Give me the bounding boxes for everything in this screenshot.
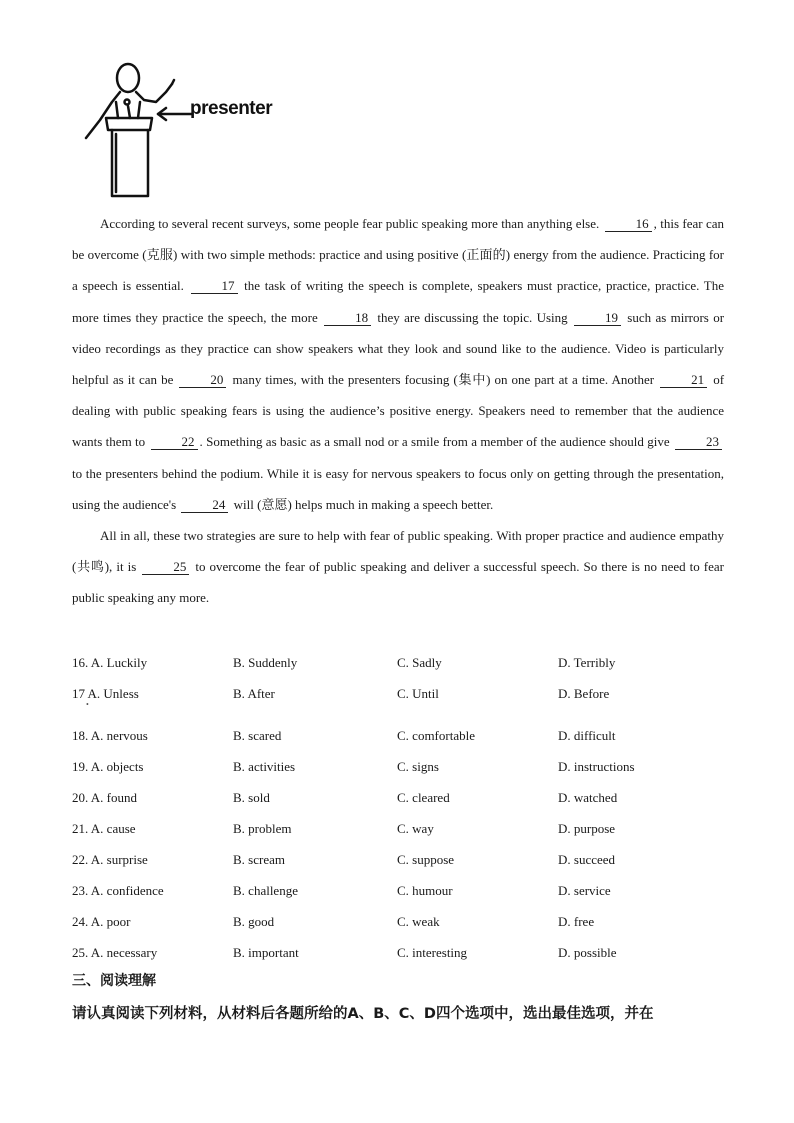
- option-25-a: 25. A. necessary: [72, 944, 158, 960]
- option-22-c: C. suppose: [397, 851, 455, 867]
- option-18-d: D. difficult: [558, 727, 616, 743]
- option-20-a: 20. A. found: [72, 789, 137, 805]
- option-16-b: B. Suddenly: [233, 654, 298, 670]
- option-row-22: [72, 844, 732, 875]
- option-18-b: B. scared: [233, 727, 282, 743]
- presenter-illustration: [78, 56, 288, 206]
- option-row-21: [72, 813, 732, 844]
- blank-22: 22: [151, 434, 198, 450]
- blank-20: 20: [179, 372, 226, 388]
- blank-23: 23: [675, 434, 722, 450]
- option-24-c: C. weak: [397, 913, 440, 929]
- option-25-d: D. possible: [558, 944, 617, 960]
- blank-17: 17: [191, 278, 238, 294]
- option-row-18: [72, 720, 732, 751]
- blank-18: 18: [324, 310, 371, 326]
- blank-24: 24: [181, 497, 228, 513]
- option-21-b: B. problem: [233, 820, 292, 836]
- option-24-a: 24. A. poor: [72, 913, 131, 929]
- blank-21: 21: [660, 372, 707, 388]
- option-23-d: D. service: [558, 882, 611, 898]
- option-17-c: C. Until: [397, 685, 439, 701]
- option-23-b: B. challenge: [233, 882, 298, 898]
- option-19-c: C. signs: [397, 758, 439, 774]
- stray-dot: •: [86, 700, 89, 709]
- blank-25: 25: [142, 559, 189, 575]
- option-16-d: D. Terribly: [558, 654, 616, 670]
- section-title: 三、阅读理解: [72, 973, 156, 989]
- option-row-25: [72, 937, 732, 968]
- option-19-a: 19. A. objects: [72, 758, 144, 774]
- option-row-24: [72, 906, 732, 937]
- option-25-b: B. important: [233, 944, 299, 960]
- option-row-23: [72, 875, 732, 906]
- section-instruction: 请认真阅读下列材料，从材料后各题所给的A、B、C、D四个选项中，选出最佳选项，并在: [72, 1006, 654, 1022]
- option-21-a: 21. A. cause: [72, 820, 136, 836]
- option-23-a: 23. A. confidence: [72, 882, 164, 898]
- option-17-d: D. Before: [558, 685, 610, 701]
- option-18-c: C. comfortable: [397, 727, 475, 743]
- option-16-a: 16. A. Luckily: [72, 654, 148, 670]
- option-19-b: B. activities: [233, 758, 296, 774]
- option-20-d: D. watched: [558, 789, 618, 805]
- option-17-a: 17 A. Unless: [72, 685, 139, 701]
- cloze-passage: [72, 208, 724, 614]
- answer-options: [72, 647, 732, 968]
- presenter-figure-icon: [78, 56, 288, 206]
- option-22-b: B. scream: [233, 851, 285, 867]
- blank-16: 16: [605, 216, 652, 232]
- option-17-b: B. After: [233, 685, 275, 701]
- option-20-b: B. sold: [233, 789, 270, 805]
- option-24-b: B. good: [233, 913, 275, 929]
- passage-paragraph-1: According to several recent surveys, some people fear public speaking more than anything else. 16 , this fear can be overcome (克服) with two simple methods: practice and using positive (正面的) energy from the audience. Practicing for a speech is essential. 17 the task of writing the speech is complete, speakers must practice, practice, practice. The more times they practice the speech, the more 18 they are discussing the topic. Using 19 such as mirrors or video recordings as they practice can show speakers what they look and sound like to the audience. Video is particularly helpful as it can be 20 many times, with the presenters focusing (集中) on one part at a time. Another 21 of dealing with public speaking fears is using the audience’s positive energy. Speakers need to remember that the audience wants them to 22 . Something as basic as a small nod or a smile from a member of the audience should give 23 to the presenters behind the podium. While it is easy for nervous speakers to focus only on getting through the presentation, using the audience's 24 will (意愿) helps much in making a speech better.: [72, 216, 725, 512]
- option-20-c: C. cleared: [397, 789, 450, 805]
- option-18-a: 18. A. nervous: [72, 727, 148, 743]
- option-row-20: [72, 782, 732, 813]
- option-row-19: [72, 751, 732, 782]
- blank-19: 19: [574, 310, 621, 326]
- option-21-d: D. purpose: [558, 820, 616, 836]
- option-22-a: 22. A. surprise: [72, 851, 148, 867]
- option-23-c: C. humour: [397, 882, 453, 898]
- option-16-c: C. Sadly: [397, 654, 442, 670]
- option-24-d: D. free: [558, 913, 595, 929]
- option-row-16: [72, 647, 732, 678]
- option-19-d: D. instructions: [558, 758, 635, 774]
- option-21-c: C. way: [397, 820, 434, 836]
- option-25-c: C. interesting: [397, 944, 468, 960]
- passage-paragraph-2: All in all, these two strategies are sure to help with fear of public speaking. With proper practice and audience empathy (共鸣), it is 25 to overcome the fear of public speaking and deliver a successful speech. So there is no need to fear public speaking any more.: [72, 528, 725, 606]
- presenter-label: presenter: [190, 98, 273, 119]
- option-row-17: [72, 678, 732, 709]
- option-22-d: D. succeed: [558, 851, 616, 867]
